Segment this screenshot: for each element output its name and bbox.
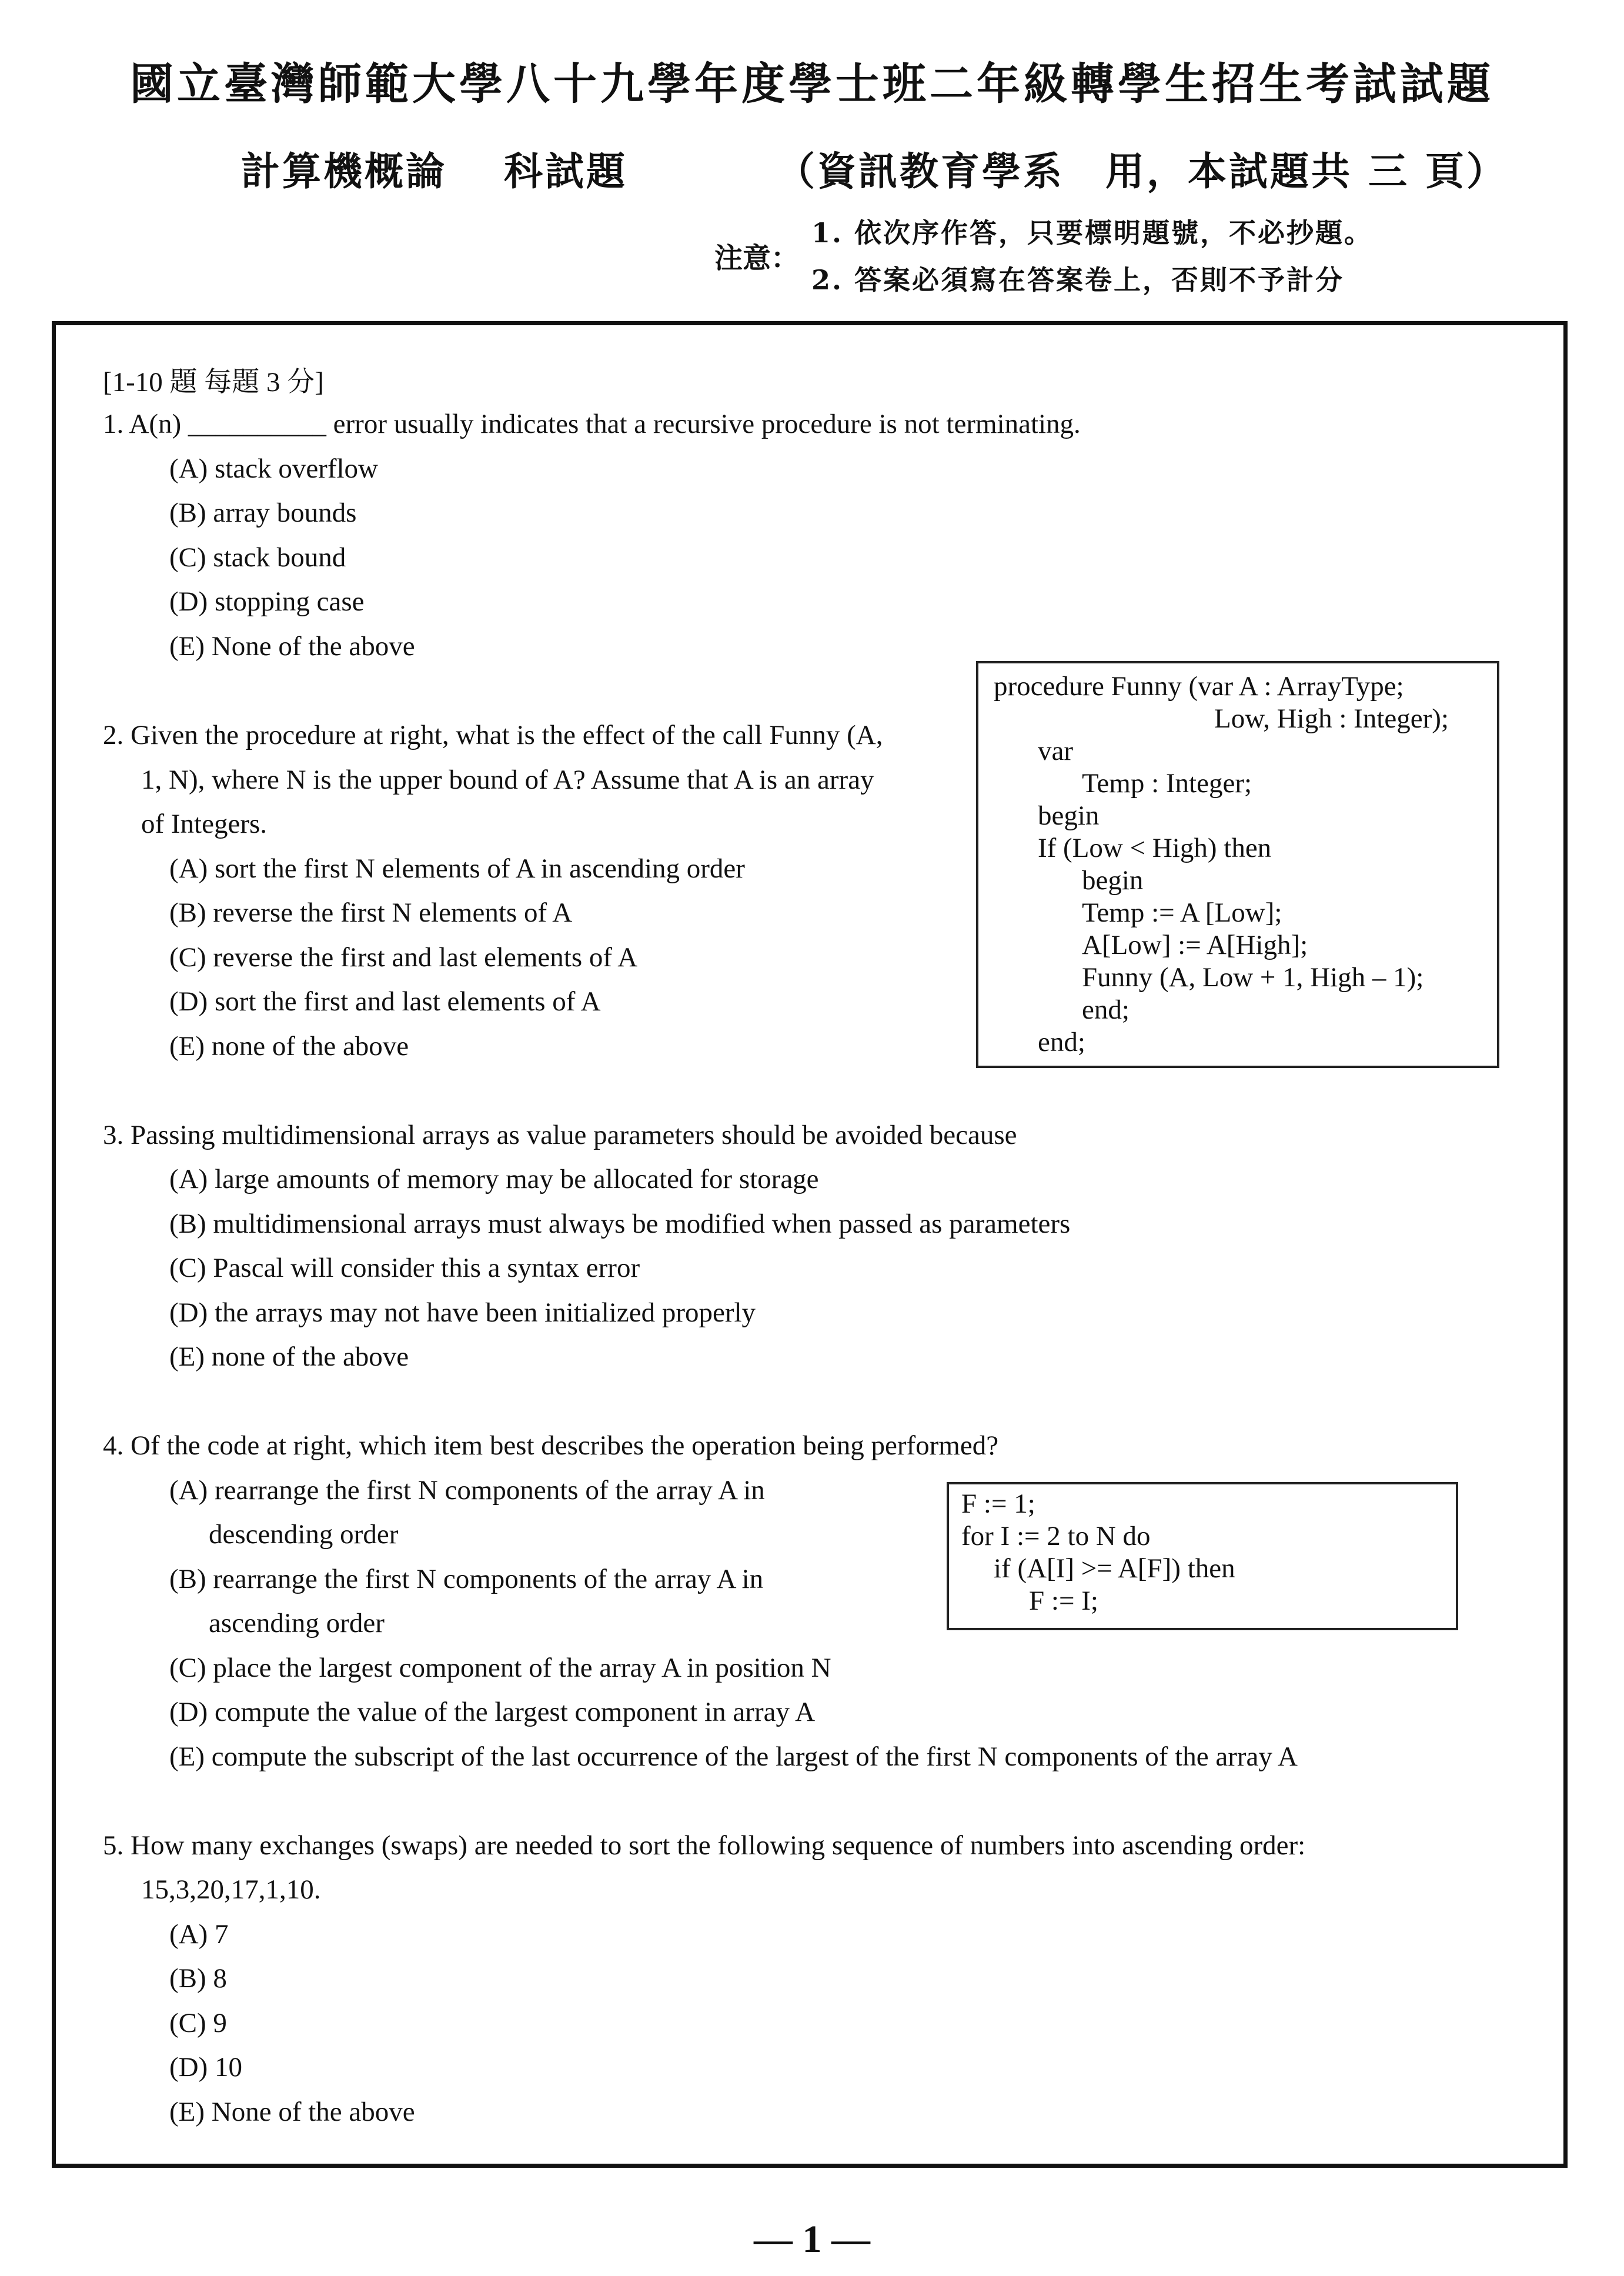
question-3-option-d: (D) the arrays may not have been initialized properly: [169, 1297, 756, 1328]
code-max-line-1: F := 1;: [961, 1489, 1035, 1519]
code-funny-line-3: var: [1038, 736, 1074, 766]
question-1-option-e: (E) None of the above: [169, 631, 415, 662]
question-2-stem-1: 2. Given the procedure at right, what is the effect of the call Funny (A,: [103, 720, 883, 750]
question-4-option-b-cont: ascending order: [209, 1608, 385, 1638]
question-4-option-d: (D) compute the value of the largest component in array A: [169, 1697, 816, 1727]
question-1-stem: 1. A(n) __________ error usually indicates that a recursive procedure is not terminating.: [103, 409, 1081, 439]
code-funny-line-5: begin: [1038, 800, 1100, 831]
question-5-option-e: (E) None of the above: [169, 2097, 415, 2127]
question-1-option-b: (B) array bounds: [169, 498, 357, 528]
question-1-option-a: (A) stack overflow: [169, 453, 378, 484]
department-line: （資訊教育學系 用，本試題共 三 頁）: [776, 148, 1508, 194]
question-1-option-d: (D) stopping case: [169, 586, 365, 617]
code-funny-line-11: end;: [1082, 995, 1130, 1025]
question-5-stem-2: 15,3,20,17,1,10.: [141, 1874, 321, 1905]
page-number: — 1 —: [754, 2218, 870, 2261]
question-2-option-a: (A) sort the first N elements of A in ascending order: [169, 853, 745, 884]
question-4-option-a: (A) rearrange the first N components of the array A in: [169, 1475, 765, 1506]
question-4-option-b: (B) rearrange the first N components of the array A in: [169, 1564, 764, 1594]
question-3-option-a: (A) large amounts of memory may be allocated for storage: [169, 1164, 819, 1194]
exam-title: 國立臺灣師範大學八十九學年度學士班二年級轉學生招生考試試題: [130, 59, 1494, 109]
question-4-stem: 4. Of the code at right, which item best describes the operation being performed?: [103, 1430, 999, 1461]
question-4-option-c: (C) place the largest component of the array A in position N: [169, 1653, 831, 1683]
code-funny-line-1: procedure Funny (var A : ArrayType;: [994, 671, 1404, 702]
code-max-line-2: for I := 2 to N do: [961, 1521, 1151, 1551]
question-3-option-c: (C) Pascal will consider this a syntax error: [169, 1253, 640, 1283]
note-1: 1. 依次序作答，只要標明題號，不必抄題。: [811, 217, 1374, 249]
question-2-option-e: (E) none of the above: [169, 1031, 409, 1062]
question-5-option-c: (C) 9: [169, 2008, 227, 2038]
question-3-option-b: (B) multidimensional arrays must always be modified when passed as parameters: [169, 1209, 1071, 1239]
question-3-option-e: (E) none of the above: [169, 1341, 409, 1372]
subject-line: 計算機概論 科試題: [241, 148, 627, 194]
code-funny-line-7: begin: [1082, 865, 1144, 896]
code-max-line-3: if (A[I] >= A[F]) then: [994, 1553, 1235, 1584]
question-2-option-d: (D) sort the first and last elements of A: [169, 986, 601, 1017]
code-funny-line-4: Temp : Integer;: [1082, 768, 1252, 799]
question-2-stem-2: 1, N), where N is the upper bound of A? Assume that A is an array: [141, 765, 874, 795]
question-4-option-e: (E) compute the subscript of the last occurrence of the largest of the first N components of the array A: [169, 1741, 1298, 1772]
question-5-stem-1: 5. How many exchanges (swaps) are needed to sort the following sequence of numbers into ascending order:: [103, 1830, 1306, 1861]
code-funny-line-9: A[Low] := A[High];: [1082, 930, 1308, 960]
question-5-option-d: (D) 10: [169, 2052, 242, 2083]
code-max-line-4: F := I;: [1029, 1586, 1098, 1616]
code-funny-line-12: end;: [1038, 1027, 1085, 1057]
code-funny-line-10: Funny (A, Low + 1, High – 1);: [1082, 962, 1424, 993]
notes-label: 注意：: [714, 242, 800, 275]
question-5-option-b: (B) 8: [169, 1963, 227, 1994]
question-2-option-b: (B) reverse the first N elements of A: [169, 897, 573, 928]
code-funny-line-6: If (Low < High) then: [1038, 833, 1272, 863]
question-5-option-a: (A) 7: [169, 1919, 229, 1950]
code-funny-line-2: Low, High : Integer);: [1214, 703, 1449, 734]
question-3-stem: 3. Passing multidimensional arrays as value parameters should be avoided because: [103, 1120, 1017, 1150]
question-2-option-c: (C) reverse the first and last elements of A: [169, 942, 638, 973]
note-2: 2. 答案必須寫在答案卷上，否則不予計分: [811, 264, 1345, 296]
code-funny-line-8: Temp := A [Low];: [1082, 897, 1282, 928]
question-4-option-a-cont: descending order: [209, 1519, 399, 1550]
question-2-stem-3: of Integers.: [141, 809, 268, 839]
question-1-option-c: (C) stack bound: [169, 542, 346, 573]
section-label: [1-10 題 每題 3 分]: [103, 367, 324, 398]
